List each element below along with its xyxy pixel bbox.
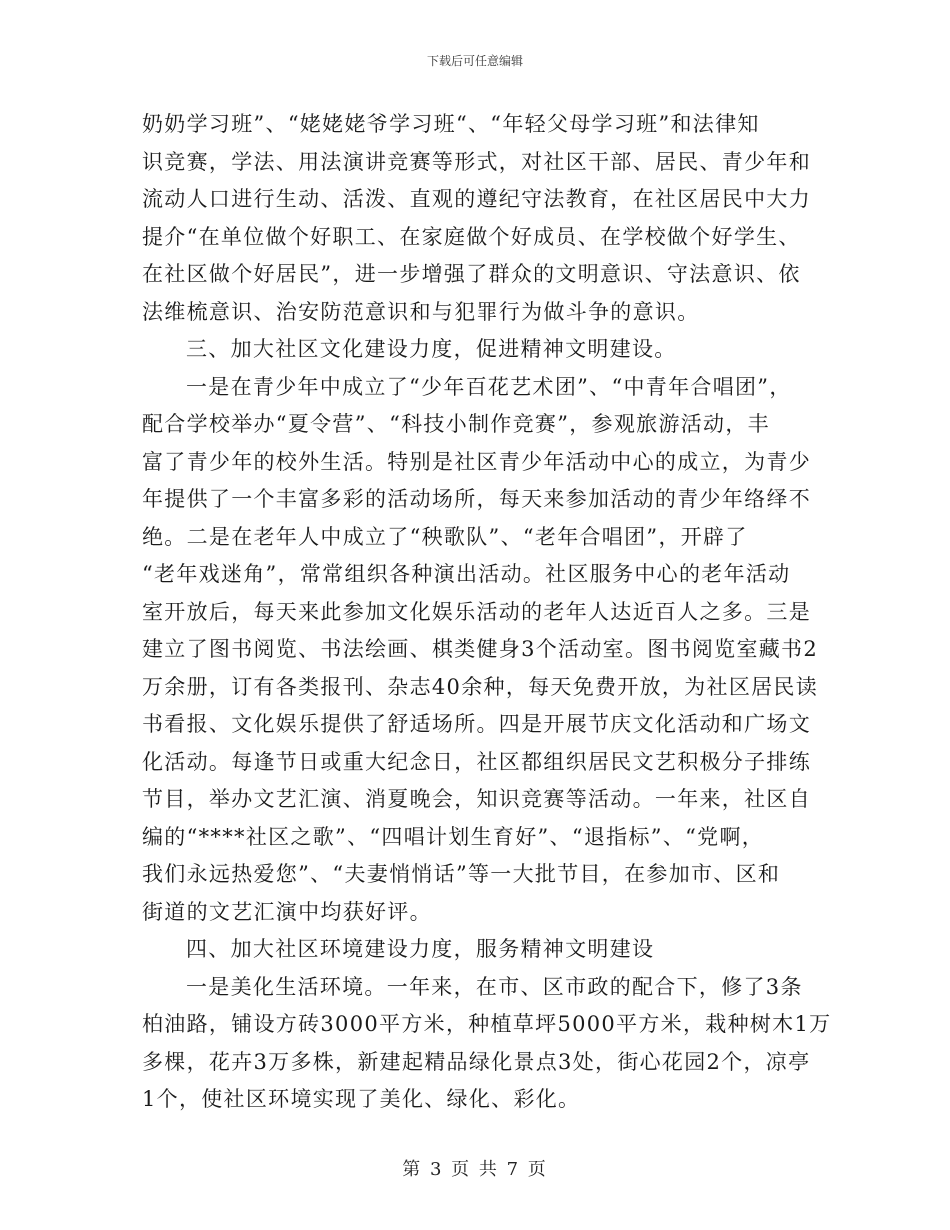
paragraph-start: 一是在青少年中成立了“少年百花艺术团”、“中青年合唱团”，	[186, 374, 792, 399]
text-line: 富了青少年的校外生活。特别是社区青少年活动中心的成立，为青少	[142, 449, 811, 474]
text-line: 万余册，订有各类报刊、杂志40余种，每天免费开放，为社区居民读	[142, 674, 819, 699]
text-line: 提介“在单位做个好职工、在家庭做个好成员、在学校做个好学生、	[142, 224, 801, 249]
text-line: 节目，举办文艺汇演、消夏晚会，知识竞赛等活动。一年来，社区自	[142, 787, 811, 811]
section-heading: 四、加大社区环境建设力度，服务精神文明建设	[186, 937, 655, 961]
text-line: 我们永远热爱您”、“夫妻悄悄话”等一大批节目，在参加市、区和	[142, 862, 781, 886]
text-line: 街道的文艺汇演中均获好评。	[142, 899, 432, 924]
page-header: 下载后可任意编辑	[426, 54, 523, 68]
text-line: 室开放后，每天来此参加文化娱乐活动的老年人达近百人之多。三是	[142, 599, 811, 624]
paragraph-start: 一是美化生活环境。一年来，在市、区市政的配合下，修了3条	[186, 974, 803, 999]
text-line: 柏油路，铺设方砖3000平方米，种植草坪5000平方米，栽种树木1万	[142, 1012, 832, 1036]
text-line: 奶奶学习班”、“姥姥姥爷学习班“、“年轻父母学习班”和法律知	[142, 112, 760, 136]
text-line: 识竞赛，学法、用法演讲竞赛等形式，对社区干部、居民、青少年和	[142, 149, 811, 174]
page-number: 第 3 页 共 7 页	[402, 1159, 548, 1180]
text-line: 1个，使社区环境实现了美化、绿化、彩化。	[142, 1087, 581, 1111]
text-line: 多棵，花卉3万多株，新建起精品绿化景点3处，街心花园2个，凉亭	[142, 1049, 811, 1074]
text-line: 绝。二是在老年人中成立了“秧歌队”、“老年合唱团”，开辟了	[142, 524, 748, 549]
text-line: 建立了图书阅览、书法绘画、棋类健身3个活动室。图书阅览室藏书2	[142, 637, 819, 661]
text-line: 流动人口进行生动、活泼、直观的遵纪守法教育，在社区居民中大力	[142, 187, 811, 211]
text-line: 在社区做个好居民”，进一步增强了群众的文明意识、守法意识、依	[142, 262, 801, 286]
text-line: “老年戏迷角”，常常组织各种演出活动。社区服务中心的老年活动	[142, 562, 791, 586]
text-line: 化活动。每逢节日或重大纪念日，社区都组织居民文艺积极分子排练	[142, 749, 811, 774]
text-line: 配合学校举办“夏令营”、“科技小制作竞赛”，参观旅游活动，丰	[142, 412, 770, 436]
text-line: 法维梳意识、治安防范意识和与犯罪行为做斗争的意识。	[142, 299, 700, 324]
document-body	[142, 106, 832, 1119]
text-line: 年提供了一个丰富多彩的活动场所，每天来参加活动的青少年络绎不	[142, 487, 811, 511]
text-line: 书看报、文化娱乐提供了舒适场所。四是开展节庆文化活动和广场文	[142, 712, 811, 736]
section-heading: 三、加大社区文化建设力度，促进精神文明建设。	[186, 337, 677, 361]
text-line: 编的“****社区之歌”、“四唱计划生育好”、“退指标”、“党啊，	[142, 824, 765, 849]
